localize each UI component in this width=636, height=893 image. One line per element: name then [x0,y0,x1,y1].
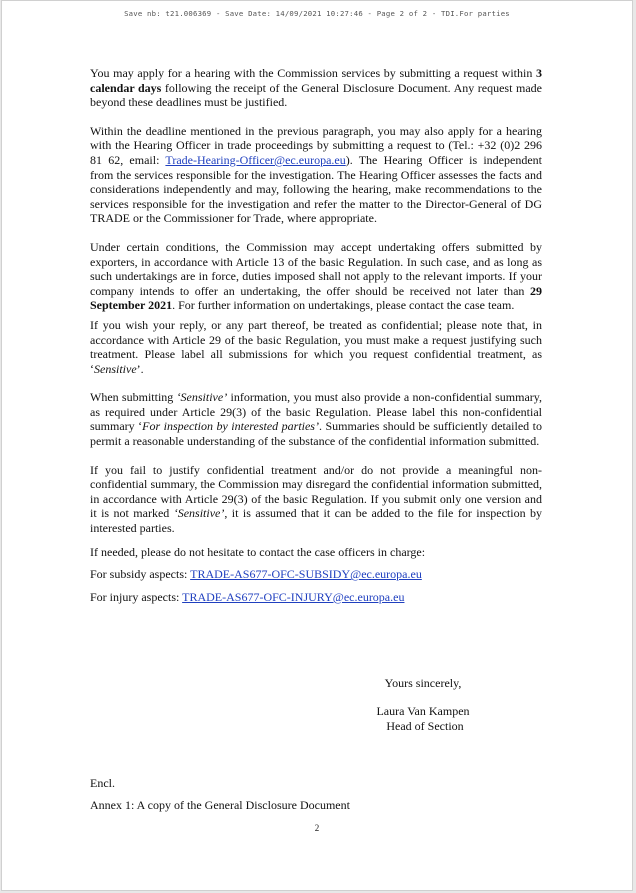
italic-sensitive: Sensitive [94,361,137,376]
signatory-title: Head of Section [386,719,464,733]
paragraph-hearing-officer [90,124,542,226]
page-number: 2 [314,823,320,833]
signatory-name: Laura Van Kampen [376,704,470,718]
annex-line: Annex 1: A copy of the General Disclosure Document [90,798,350,812]
paragraph-contact: If needed, please do not hesitate to contact the case officers in charge: [90,544,426,559]
paragraph-hearing-request [90,66,542,110]
paragraph-non-confidential-summary [90,390,542,448]
document-page [1,0,633,891]
enclosure-label: Encl. [90,776,115,790]
letter-body [90,66,542,604]
text: . For further information on undertakings, please contact the case team. [172,298,515,313]
injury-email-link[interactable]: TRADE-AS677-OFC-INJURY@ec.europa.eu [182,589,405,604]
injury-label: For injury aspects: [90,589,183,604]
text: , it is assumed that it can be added to the file for inspection by interested parties. [90,506,542,536]
text: information, you must also provide a non-confidential summary, as required under Article 29(3) of the basic Regulation. Please label this non-confidential summary ‘ [90,390,542,434]
text: If you fail to justify confidential treatment and/or do not provide a meaningful non-confidential summary, the Commission may disregard the confidential information submitted, in accordance with Article 29(3) of the basic Regulation. If you submit only one version and it is not marked [90,462,542,521]
subsidy-contact-line [90,567,542,582]
bold-date: 29 September 2021 [90,283,542,313]
subsidy-label: For subsidy aspects: [90,567,191,582]
text: If you wish your reply, or any part thereof, be treated as confidential; please note that, in accordance with Article 29 of the basic Regulation, you must make a request justifying such treatment. Please label all submissions for which you request confidential treatment, as ‘ [90,317,542,376]
subsidy-email-link[interactable]: TRADE-AS677-OFC-SUBSIDY@ec.europa.eu [190,567,422,582]
text: . Summaries should be sufficiently detailed to permit a reasonable understanding of the substance of the confidential information submitted. [90,419,543,449]
closing: Yours sincerely, [384,676,462,690]
paragraph-undertakings [90,240,542,313]
text: Within the deadline mentioned in the previous paragraph, you may also apply for a hearing with the Hearing Officer in trade proceedings by submitting a request to (Tel.: +32 (0)2 296 81 62, email: [90,123,542,167]
text: ). The Hearing Officer is independent from the services responsible for the investigation. The Hearing Officer assesses the facts and considerations independently and may, following the hearing, make recommendations to the services responsible for the investigation and refer the matter to the Director-General of DG TRADE or the Commissioner for Trade, where appropriate. [90,152,542,226]
text: following the receipt of the General Disclosure Document. Any request made beyond these deadlines must be justified. [90,80,542,110]
italic-sensitive: ‘Sensitive’ [176,390,228,405]
text: You may apply for a hearing with the Commission services by submitting a request within [90,66,536,80]
paragraph-disregard [90,463,542,536]
text: When submitting [90,390,177,405]
italic-sensitive: ‘Sensitive’ [173,506,225,521]
text: ’. [136,361,144,376]
hearing-officer-email-link[interactable]: Trade-Hearing-Officer@ec.europa.eu [165,152,346,167]
italic-inspection: For inspection by interested parties’ [142,419,319,434]
paragraph-confidential [90,318,542,376]
text: Under certain conditions, the Commission may accept undertaking offers submitted by exporters, in accordance with Article 13 of the basic Regulation. In such case, and as long as such undertakings are in force, duties imposed shall not apply to the relevant imports. If your company intends to offer an undertaking, the offer should be received not later than [90,239,542,298]
page-header: Save nb: t21.006369 - Save Date: 14/09/2021 10:27:46 - Page 2 of 2 - TDI.For parties [124,9,510,18]
injury-contact-line [90,590,542,605]
bold-deadline: 3 calendar days [90,66,542,95]
